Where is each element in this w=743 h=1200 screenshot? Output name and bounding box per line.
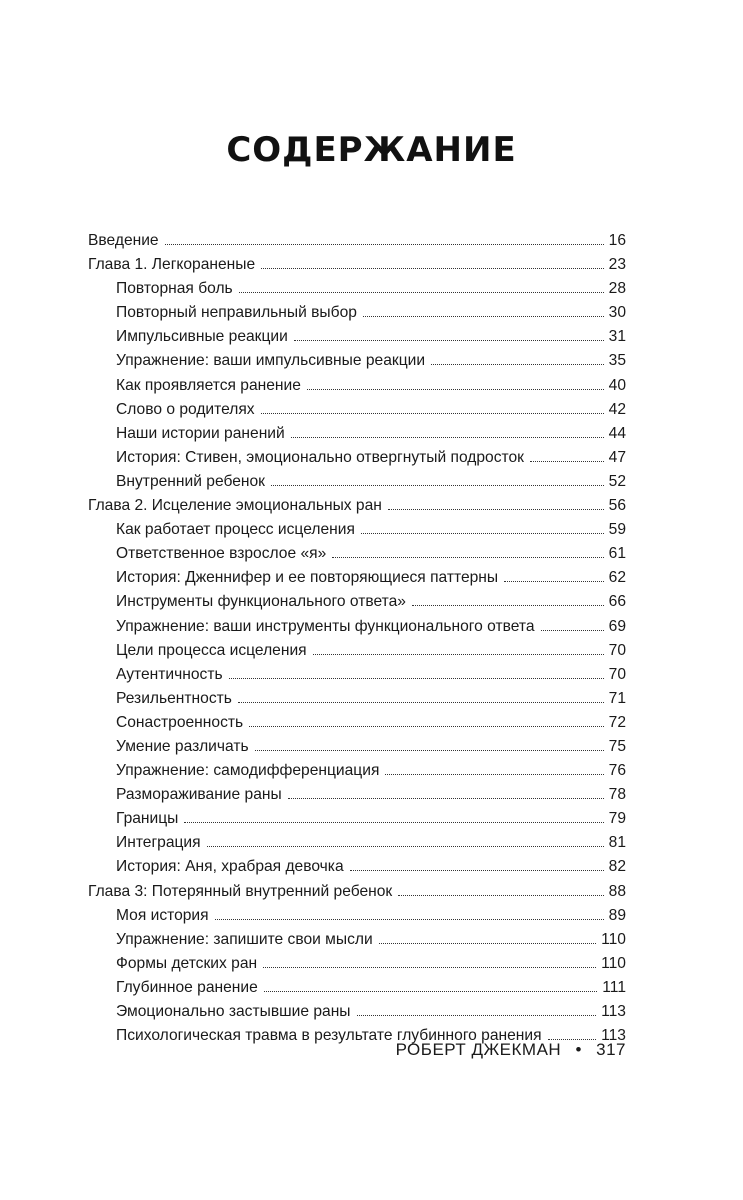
toc-dot-leader [350,869,604,871]
toc-section-entry [88,831,626,855]
toc-section-entry [88,349,626,373]
toc-chapter-entry [88,880,626,904]
toc-entry-page: 52 [608,472,626,490]
toc-entry-title: История: Аня, храбрая девочка [116,858,344,876]
toc-section-entry [88,615,626,639]
toc-entry-page: 28 [608,280,626,298]
toc-dot-leader [357,1014,597,1016]
toc-section-entry [88,976,626,1000]
toc-entry-page: 62 [608,569,626,587]
toc-dot-leader [239,291,604,293]
toc-entry-page: 59 [608,521,626,539]
toc-section-entry [88,952,626,976]
toc-dot-leader [431,363,604,365]
toc-dot-leader [530,460,604,462]
toc-entry-page: 110 [601,954,626,972]
toc-section-entry [88,855,626,879]
toc-entry-title: Аутентичность [116,665,223,683]
toc-entry-page: 16 [608,232,626,249]
toc-entry-title: Упражнение: ваши импульсивные реакции [116,352,426,370]
toc-dot-leader [412,604,604,606]
toc-entry-page: 31 [608,328,626,346]
toc-section-entry [88,446,626,470]
toc-section-entry [88,663,626,687]
toc-entry-title: Упражнение: ваши инструменты функционального ответа [116,617,535,635]
toc-entry-page: 75 [608,737,626,755]
toc-section-entry [88,928,626,952]
table-of-contents [88,229,626,1048]
toc-section-entry [88,735,626,759]
toc-entry-page: 69 [608,617,626,635]
toc-entry-page: 30 [608,304,626,322]
toc-entry-page: 40 [608,376,626,394]
toc-dot-leader [288,797,604,799]
toc-dot-leader [307,388,604,390]
toc-dot-leader [541,629,604,631]
toc-entry-page: 44 [608,424,626,442]
footer-author: РОБЕРТ ДЖЕКМАН [395,1040,562,1059]
toc-entry-page: 42 [608,400,626,418]
toc-entry-page: 82 [608,858,626,876]
toc-dot-leader [379,942,596,944]
toc-entry-title: Наши истории ранений [116,424,285,442]
toc-dot-leader [215,918,604,920]
toc-entry-page: 81 [608,834,626,852]
toc-entry-title: Ответственное взрослое «я» [116,545,327,563]
toc-chapter-entry [88,494,626,518]
toc-entry-title: Эмоционально застывшие раны [116,1003,351,1020]
toc-section-entry [88,904,626,928]
toc-section-entry [88,687,626,711]
toc-entry-title: Формы детских ран [116,954,258,972]
toc-entry-page: 56 [608,497,626,515]
footer-separator: • [575,1040,582,1059]
toc-entry-title: Повторная боль [116,280,233,298]
toc-section-entry [88,807,626,831]
toc-entry-page: 66 [608,593,626,611]
toc-dot-leader [398,894,603,896]
toc-section-entry [88,325,626,349]
toc-chapter-entry [88,229,626,253]
toc-entry-title: Упражнение: запишите свои мысли [116,930,373,948]
toc-entry-page: 71 [608,689,626,707]
toc-dot-leader [249,725,604,727]
toc-entry-title: Интеграция [116,834,201,852]
toc-entry-title: Размораживание раны [116,786,282,804]
toc-entry-page: 70 [608,665,626,683]
toc-dot-leader [388,508,604,510]
toc-entry-title: История: Дженнифер и ее повторяющиеся паттерны [116,569,499,587]
toc-dot-leader [261,412,604,414]
toc-entry-page: 70 [608,641,626,659]
toc-section-entry [88,566,626,590]
toc-section-entry [88,590,626,614]
toc-section-entry [88,639,626,663]
toc-section-entry [88,1000,626,1024]
toc-dot-leader [361,532,604,534]
toc-entry-page: 23 [608,256,626,274]
toc-entry-title: Глава 3: Потерянный внутренний ребенок [88,882,393,900]
toc-entry-page: 61 [608,545,626,563]
toc-dot-leader [264,990,597,992]
toc-entry-title: Как проявляется ранение [116,376,301,394]
toc-entry-title: Упражнение: самодифференциация [116,762,380,780]
toc-dot-leader [313,653,604,655]
toc-section-entry [88,518,626,542]
toc-entry-title: Умение различать [116,737,249,755]
toc-section-entry [88,783,626,807]
toc-entry-title: Глава 1. Легкораненые [88,256,256,274]
toc-section-entry [88,398,626,422]
toc-entry-page: 76 [608,762,626,780]
toc-dot-leader [385,773,603,775]
footer-page-number: 317 [596,1040,626,1059]
toc-dot-leader [504,580,604,582]
toc-entry-title: Глава 2. Исцеление эмоциональных ран [88,497,382,515]
toc-section-entry [88,711,626,735]
toc-entry-title: Резильентность [116,689,232,707]
toc-section-entry [88,759,626,783]
toc-entry-title: История: Стивен, эмоционально отвергнутый подросток [116,448,524,466]
toc-entry-title: Введение [88,232,159,249]
page-title: СОДЕРЖАНИЕ [226,129,517,170]
toc-entry-title: Импульсивные реакции [116,328,288,346]
toc-entry-page: 110 [601,930,626,948]
toc-dot-leader [255,749,604,751]
toc-dot-leader [165,243,604,245]
toc-dot-leader [271,484,604,486]
toc-section-entry [88,470,626,494]
toc-entry-page: 47 [608,448,626,466]
toc-dot-leader [238,701,604,703]
toc-entry-title: Психологическая травма в результате глубинного ранения [116,1027,542,1045]
toc-entry-page: 79 [608,810,626,828]
toc-entry-title: Глубинное ранение [116,978,258,996]
toc-entry-title: Инструменты функционального ответа» [116,593,406,611]
toc-entry-title: Слово о родителях [116,400,255,418]
toc-dot-leader [207,845,604,847]
toc-section-entry [88,542,626,566]
toc-dot-leader [184,821,603,823]
running-footer [396,1040,626,1060]
toc-entry-page: 72 [608,713,626,731]
toc-section-entry [88,301,626,325]
toc-dot-leader [363,315,604,317]
toc-entry-page: 35 [608,352,626,370]
toc-entry-title: Внутренний ребенок [116,472,265,490]
toc-entry-page: 111 [602,978,626,996]
toc-dot-leader [263,966,596,968]
toc-entry-title: Моя история [116,906,209,924]
toc-entry-page: 113 [601,1027,626,1045]
toc-section-entry [88,374,626,398]
toc-dot-leader [294,339,604,341]
toc-entry-title: Границы [116,810,179,828]
toc-entry-title: Цели процесса исцеления [116,641,307,659]
toc-entry-page: 88 [608,882,626,900]
toc-entry-title: Сонастроенность [116,713,244,731]
toc-entry-title: Повторный неправильный выбор [116,304,357,322]
toc-chapter-entry [88,253,626,277]
toc-entry-page: 89 [608,906,626,924]
toc-dot-leader [291,436,604,438]
toc-entry-page: 78 [608,786,626,804]
toc-dot-leader [229,677,604,679]
toc-entry-title: Как работает процесс исцеления [116,521,355,539]
toc-dot-leader [332,556,603,558]
toc-entry-page: 113 [601,1003,626,1020]
toc-section-entry [88,422,626,446]
toc-section-entry [88,277,626,301]
toc-dot-leader [261,267,603,269]
